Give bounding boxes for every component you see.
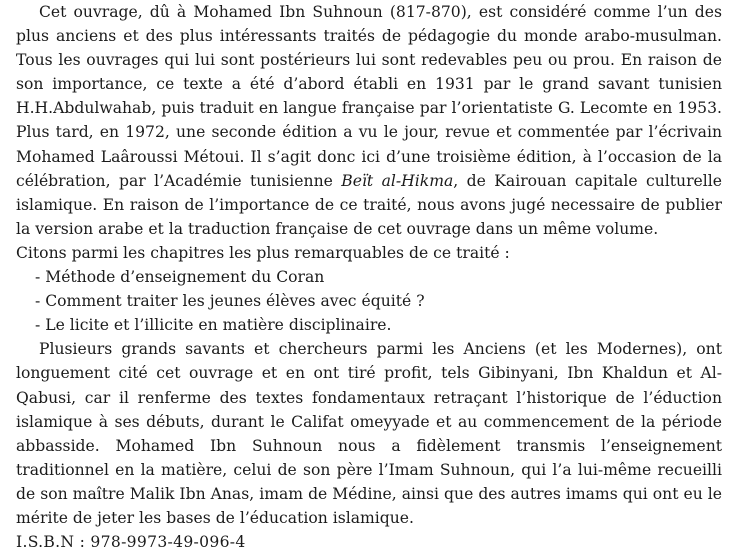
chapter-item: - Comment traiter les jeunes élèves avec équité ? — [35, 292, 425, 311]
chapter-item: - Méthode d’enseignement du Coran — [35, 268, 325, 287]
intro-text-part2: , de Kairouan capitale culturelle islamique. En raison de l’importance de ce traité, nous avons jugé necessaire de publier la version arabe et la traduction française de cet ouvrage dans un même volume. — [16, 171, 722, 238]
isbn-number: I.S.B.N : 978-9973-49-096-4 — [16, 533, 246, 552]
institution-title: Beït al-Hikma — [341, 171, 454, 190]
book-back-cover-text — [16, 0, 722, 554]
intro-text-part1: Cet ouvrage, dû à Mohamed Ibn Suhnoun (817-870), est considéré comme l’un des plus anciens et des plus intéressants traités de pédagogie du monde arabo-musulman. Tous les ouvrages qui lui sont postérieurs lui sont redevables peu ou prou. En raison de son importance, ce texte a été d’abord établi en 1931 par le grand savant tunisien H.H.Abdulwahab, puis traduit en langue française par l’orientatiste G. Lecomte en 1953. Plus tard, en 1972, une seconde édition a vu le jour, revue et commentée par l’écrivain Mohamed Laâroussi Métoui. Il s’agit donc ici d’une troisième édition, à l’occasion de la célébration, par l’Académie tunisienne — [16, 3, 722, 190]
chapters-intro: Citons parmi les chapitres les plus remarquables de ce traité : — [16, 243, 510, 262]
chapter-item: - Le licite et l’illicite en matière disciplinaire. — [35, 316, 392, 335]
scholars-paragraph: Plusieurs grands savants et chercheurs parmi les Anciens (et les Modernes), ont longuement cité cet ouvrage et en ont tiré profit, tels Gibinyani, Ibn Khaldun et Al-Qabusi, car il renferme des textes fondamentaux retraçant l’historique de l’éduction islamique à ses débuts, durant le Califat omeyyade et au commencement de la période abbasside. Mohamed Ibn Suhnoun nous a fidèlement transmis l’enseignement traditionnel en la matière, celui de son père l’Imam Suhnoun, qui l’a lui-même recueilli de son maître Malik Ibn Anas, imam de Médine, ainsi que des autres imams qui ont eu le mérite de jeter les bases de l’éducation islamique. — [16, 340, 722, 527]
intro-paragraph — [16, 0, 722, 241]
